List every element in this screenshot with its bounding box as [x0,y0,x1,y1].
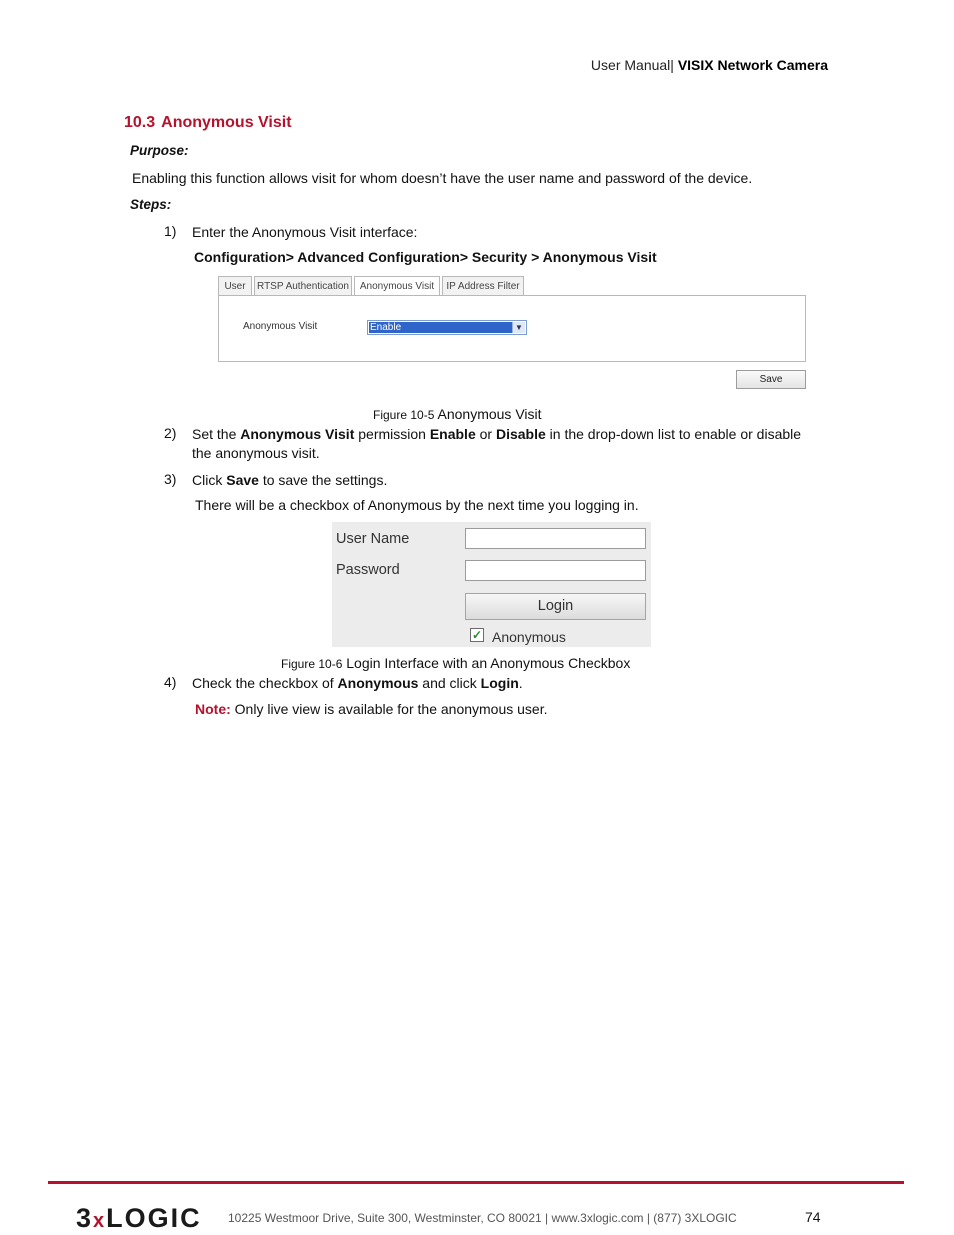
caption-text: Anonymous Visit [437,406,542,422]
tab-ip-address-filter[interactable]: IP Address Filter [442,276,524,295]
steps-label: Steps: [130,197,172,212]
section-number: 10.3 [124,114,156,131]
password-label: Password [336,562,400,578]
section-title: Anonymous Visit [161,114,292,131]
username-input[interactable] [465,528,646,549]
figure-10-6-caption [281,655,630,671]
step-4-number: 4) [164,674,177,690]
step-1-text: Enter the Anonymous Visit interface: [192,224,418,240]
tab-rtsp-authentication[interactable]: RTSP Authentication [254,276,352,295]
step-3-text: Click Save to save the settings. [192,472,388,488]
purpose-label: Purpose: [130,143,189,158]
running-header [591,57,828,73]
section-heading [124,114,292,132]
page-number: 74 [805,1209,821,1225]
checkbox-note: There will be a checkbox of Anonymous by the next time you logging in. [195,497,639,513]
header-title: VISIX Network Camera [677,57,828,73]
login-button[interactable]: Login [465,593,646,620]
header-prefix: User Manual| [590,57,674,73]
step-2-number: 2) [164,425,177,441]
step-4-text: Check the checkbox of Anonymous and click Login. [192,675,523,691]
note-text: Only live view is available for the anonymous user. [234,701,548,717]
footer-rule [48,1181,904,1184]
step-2-text: Set the Anonymous Visit permission Enable or Disable in the drop-down list to enable or disable the anonymous visit. [192,426,802,461]
figure-10-5-caption [373,406,542,422]
anonymous-visit-select[interactable] [367,320,527,335]
note [195,701,548,717]
tab-user[interactable]: User [218,276,252,295]
tab-anonymous-visit[interactable]: Anonymous Visit [354,276,440,296]
anonymous-checkbox[interactable] [470,628,484,642]
check-icon: ✓ [471,628,483,642]
step-3-number: 3) [164,471,177,487]
anonymous-label: Anonymous [492,629,566,645]
footer-address: 10225 Westmoor Drive, Suite 300, Westminster, CO 80021 | www.3xlogic.com | (877) 3XLOGIC [228,1211,737,1225]
caption-prefix: Figure 10-5 [373,408,435,422]
username-label: User Name [336,531,410,547]
chevron-down-icon[interactable]: ▼ [512,322,525,333]
caption-prefix: Figure 10-6 [281,657,343,671]
save-button[interactable]: Save [736,370,806,389]
config-path: Configuration> Advanced Configuration> Security > Anonymous Visit [194,249,657,265]
step-1-number: 1) [164,223,177,239]
password-input[interactable] [465,560,646,581]
caption-text: Login Interface with an Anonymous Checkbox [346,655,631,671]
note-label: Note: [195,701,231,717]
purpose-text: Enabling this function allows visit for whom doesn’t have the user name and password of the device. [132,170,753,186]
anonymous-visit-label: Anonymous Visit [243,321,318,332]
company-logo: 3xLOGIC [76,1203,202,1233]
select-value: Enable [369,322,512,333]
